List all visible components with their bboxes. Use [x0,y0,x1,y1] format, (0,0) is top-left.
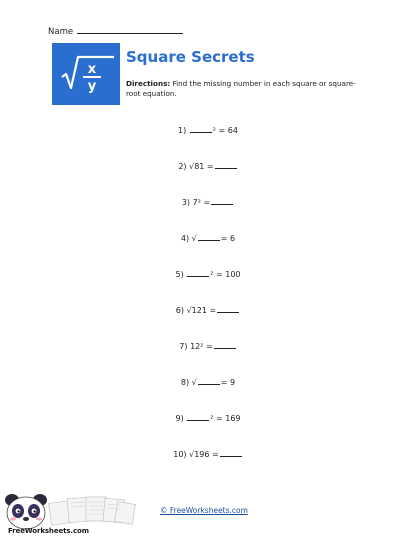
worksheet-stack-icon [48,492,138,526]
name-line[interactable] [77,25,183,34]
answer-blank[interactable] [190,125,212,133]
problem-post: ² = 100 [210,270,241,279]
problem-item [0,341,416,351]
problem-item [0,161,416,171]
svg-text:y: y [87,79,97,94]
answer-blank[interactable] [215,161,237,169]
problem-pre: √ [191,378,197,387]
name-label: Name [48,27,74,37]
answer-blank[interactable] [198,377,220,385]
worksheet-title: Square Secrets [126,48,255,66]
problem-item [0,197,416,207]
answer-blank[interactable] [214,341,236,349]
problem-number: 7) [179,342,188,351]
answer-blank[interactable] [211,197,233,205]
problem-number: 3) [181,198,191,207]
brand-name: FreeWorksheets.com [8,527,89,535]
problem-number: 1) [178,126,187,135]
answer-blank[interactable] [217,305,239,313]
directions-lead: Directions: [126,79,171,88]
directions [126,79,366,98]
square-root-logo-icon [52,43,120,105]
problem-item [0,125,416,135]
problem-item [0,377,416,387]
footer-link[interactable]: © FreeWorksheets.com [160,506,248,515]
problem-pre: √196 = [189,450,219,459]
problem-pre: 7² = [192,198,211,207]
problem-number: 8) [180,378,190,387]
directions-text: Find the missing number in each square or square-root equation. [126,79,356,98]
answer-blank[interactable] [187,413,209,421]
problem-post: ² = 169 [210,414,241,423]
answer-blank[interactable] [220,449,242,457]
problem-item [0,233,416,243]
problem-item [0,269,416,279]
problem-number: 5) [175,270,184,279]
problem-pre: √121 = [186,306,217,315]
problem-item [0,305,416,315]
problem-number: 10) [173,450,187,459]
answer-blank[interactable] [198,233,220,241]
problem-number: 4) [180,234,190,243]
answer-blank[interactable] [187,269,209,277]
problem-item [0,449,416,459]
problem-post: = 9 [220,378,236,387]
svg-text:x: x [87,62,97,77]
problem-pre: √81 = [189,162,214,171]
problem-number: 6) [175,306,185,315]
problem-item [0,413,416,423]
problem-post: = 6 [220,234,236,243]
problem-pre: 12² = [190,342,213,351]
problem-number: 9) [175,414,184,423]
name-row [48,25,183,37]
problem-post: ² = 64 [212,126,238,135]
logo [52,43,120,105]
problem-pre: √ [191,234,197,243]
problem-number: 2) [178,162,187,171]
